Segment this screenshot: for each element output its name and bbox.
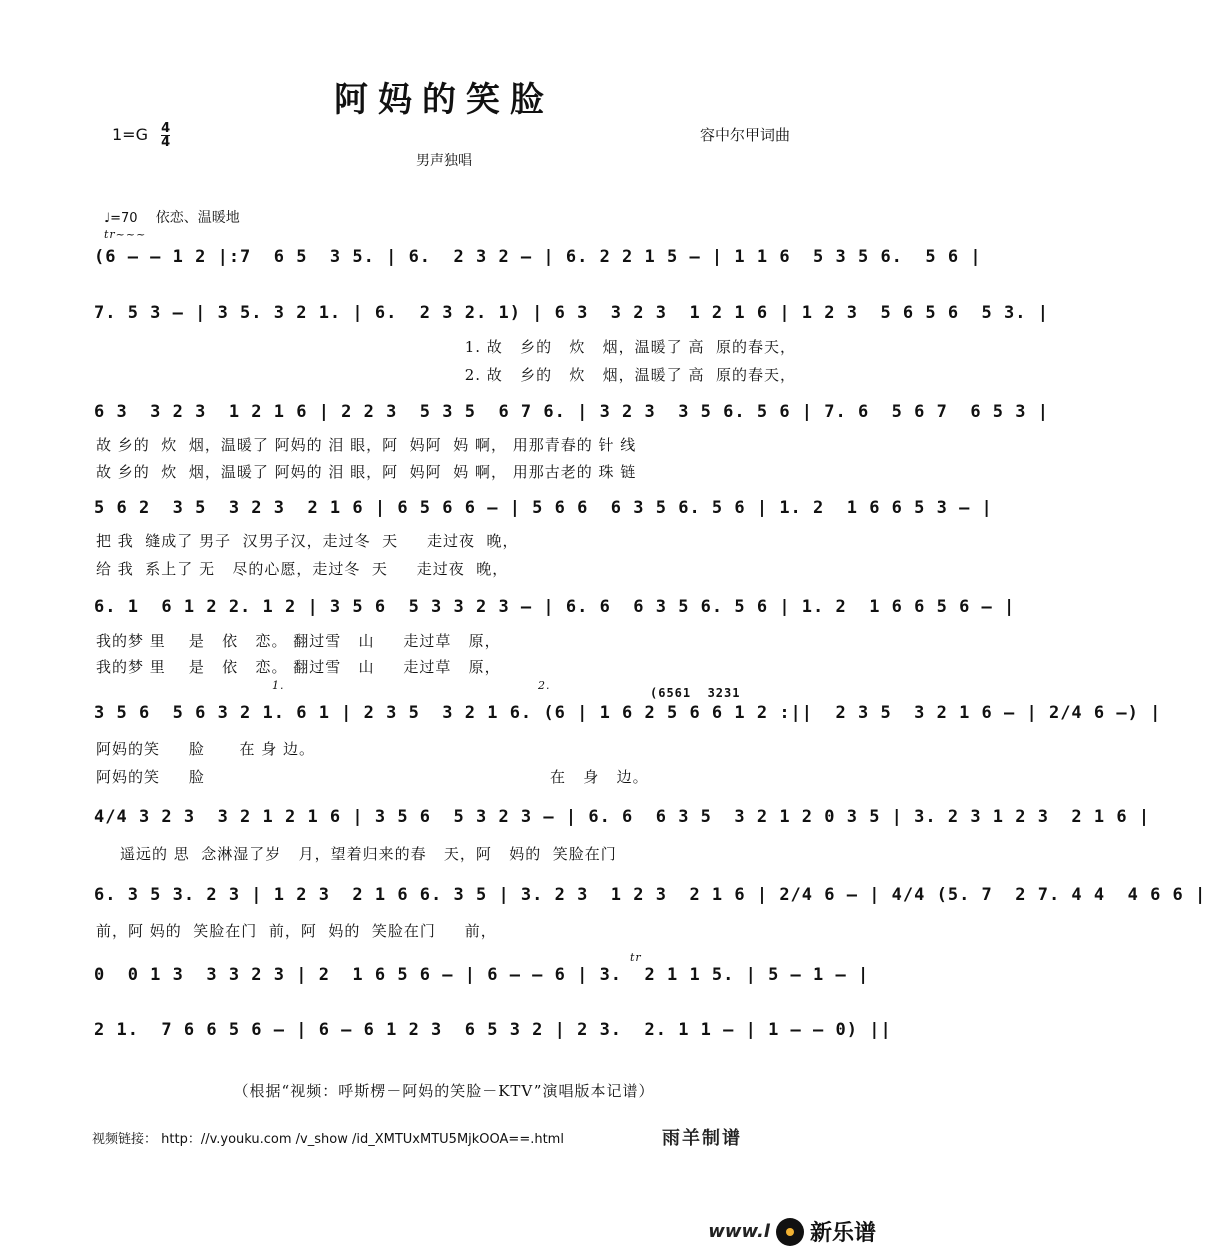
song-title: 阿妈的笑脸 <box>334 80 554 120</box>
time-signature-denominator: 4 <box>161 135 171 150</box>
volta-2: 2. <box>538 679 551 692</box>
lyric-line-4-verse-1: 把 我 缝成了 男子 汉男子汉，走过冬 天 走过夜 晚， <box>96 532 519 550</box>
trill-mark-2: tr <box>630 951 642 964</box>
key-signature <box>112 122 170 149</box>
score-line-4: 5 6 2 3 5 3 2 3 2 1 6 | 6 5 6 6 — | 5 6 6 6 3 5 6. 5 6 | 1. 2 1 6 6 5 3 — | <box>94 498 993 518</box>
lyric-line-6-first: 阿妈的笑 脸 在 身 边。 <box>96 740 315 758</box>
score-line-2: 7. 5 3 — | 3 5. 3 2 1. | 6. 2 3 2. 1) | 6 3 3 2 3 1 2 1 6 | 1 2 3 5 6 5 6 5 3. | <box>94 303 1049 323</box>
score-line-5: 6. 1 6 1 2 2. 1 2 | 3 5 6 5 3 3 2 3 — | 6. 6 6 3 5 6. 5 6 | 1. 2 1 6 6 5 6 — | <box>94 597 1016 617</box>
transcriber-signature: 雨羊制谱 <box>662 1128 742 1149</box>
score-line-7: 4/4 3 2 3 3 2 1 2 1 6 | 3 5 6 5 3 2 3 — | 6. 6 6 3 5 3 2 1 2 0 3 5 | 3. 2 3 1 2 3 2 1 6 | <box>94 807 1151 827</box>
lyric-line-8: 前，阿 妈的 笑脸在门 前，阿 妈的 笑脸在门 前， <box>96 922 497 940</box>
source-note: （根据“视频：呼斯楞－阿妈的笑脸－KTV”演唱版本记谱） <box>233 1082 655 1100</box>
lyric-line-7: 遥远的 思 念淋湿了岁 月，望着归来的春 天，阿 妈的 笑脸在门 <box>120 845 617 863</box>
score-line-9: 0 0 1 3 3 3 2 3 | 2 1 6 5 6 — | 6 — — 6 | 3. 2 1 1 5. | 5 — 1 — | <box>94 965 870 985</box>
tempo-marking <box>104 207 240 227</box>
lyric-line-6-second-left: 阿妈的笑 脸 <box>96 768 205 786</box>
lyric-line-2-verse-2: 2. 故 乡的 炊 烟，温暖了 高 原的春天， <box>464 366 796 384</box>
watermark-brand: 新乐谱 <box>809 1221 876 1246</box>
tempo-value: ♩=70 <box>104 211 138 226</box>
time-signature-numerator: 4 <box>161 121 171 136</box>
watermark <box>708 1216 876 1247</box>
lyric-line-3-verse-2: 故 乡的 炊 烟，温暖了 阿妈的 泪 眼，阿 妈阿 妈 啊， 用那古老的 珠 链 <box>96 463 637 481</box>
expression-mark: 依恋、温暖地 <box>155 210 240 226</box>
score-line-3: 6 3 3 2 3 1 2 1 6 | 2 2 3 5 3 5 6 7 6. | 3 2 3 3 5 6. 5 6 | 7. 6 5 6 7 6 5 3 | <box>94 402 1049 422</box>
trill-mark: tr~~~ <box>104 228 147 241</box>
score-line-1: (6 — — 1 2 |:7 6 5 3 5. | 6. 2 3 2 — | 6. 2 2 1 5 — | 1 1 6 5 3 5 6. 5 6 | <box>94 247 982 267</box>
lyric-line-5-verse-1: 我的梦 里 是 依 恋。 翻过雪 山 走过草 原， <box>96 632 501 650</box>
score-line-10: 2 1. 7 6 6 5 6 — | 6 — 6 1 2 3 6 5 3 2 | 2 3. 2. 1 1 — | 1 — — 0) || <box>94 1020 892 1040</box>
score-line-8: 6. 3 5 3. 2 3 | 1 2 3 2 1 6 6. 3 5 | 3. 2 3 1 2 3 2 1 6 | 2/4 6 — | 4/4 (5. 7 2 7. 4 4 4 6 6 | <box>94 885 1206 905</box>
upper-voice: (6561 3231 <box>650 686 741 700</box>
volta-1: 1. <box>272 679 285 692</box>
video-link[interactable]: 视频链接： http：//v.youku.com /v_show /id_XMTUxMTU5MjkOOA==.html <box>92 1132 564 1147</box>
watermark-url: www.l <box>708 1221 770 1242</box>
time-signature <box>161 122 170 149</box>
lyric-line-2-verse-1: 1. 故 乡的 炊 烟，温暖了 高 原的春天， <box>464 338 796 356</box>
key-text: 1=G <box>112 125 148 144</box>
lyric-line-4-verse-2: 给 我 系上了 无 尽的心愿，走过冬 天 走过夜 晚， <box>96 560 509 578</box>
score-line-6: 3 5 6 5 6 3 2 1. 6 1 | 2 3 5 3 2 1 6. (6 | 1 6 2 5 6 6 1 2 :|| 2 3 5 3 2 1 6 — | 2/4 6 —) | <box>94 703 1162 723</box>
record-disc-icon <box>776 1218 804 1246</box>
performance-type: 男声独唱 <box>416 153 472 169</box>
lyric-line-5-verse-2: 我的梦 里 是 依 恋。 翻过雪 山 走过草 原， <box>96 658 501 676</box>
lyric-line-6-second-right: 在 身 边。 <box>550 768 649 786</box>
credit: 容中尔甲词曲 <box>699 126 790 144</box>
lyric-line-3-verse-1: 故 乡的 炊 烟，温暖了 阿妈的 泪 眼，阿 妈阿 妈 啊， 用那青春的 针 线 <box>96 436 637 454</box>
